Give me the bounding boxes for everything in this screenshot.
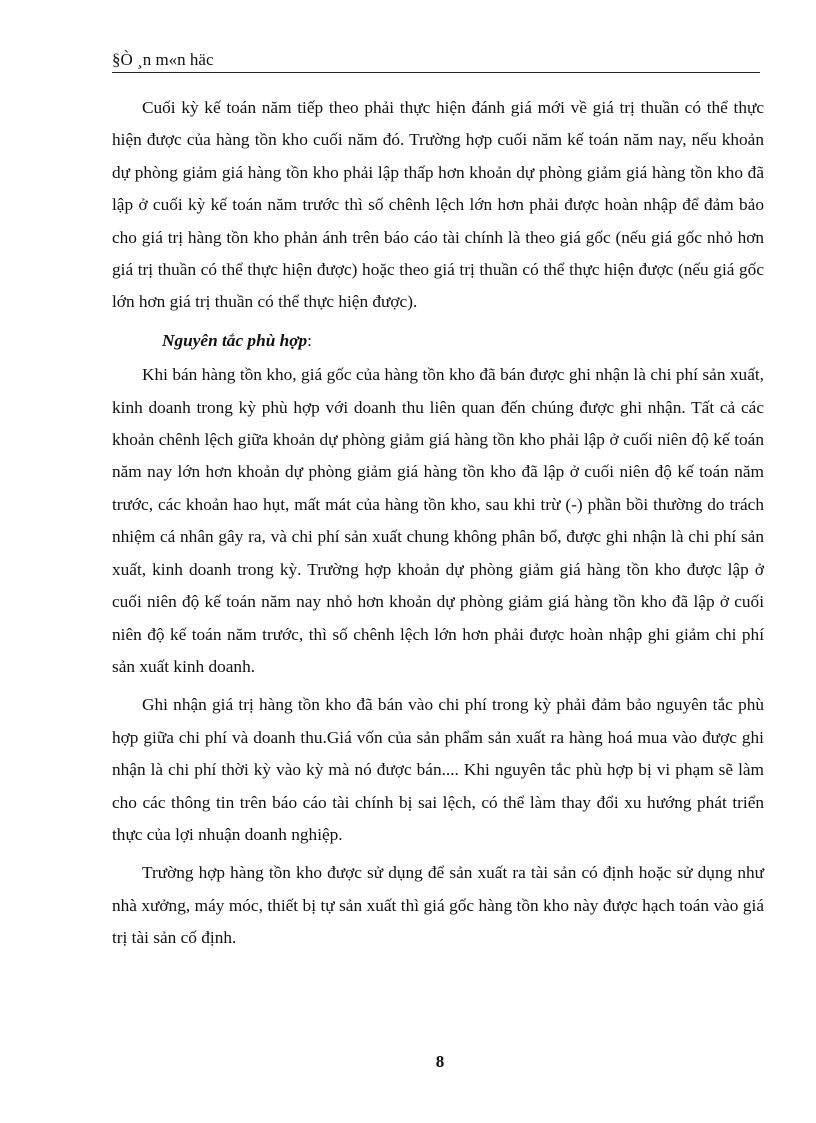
section-heading-colon: :: [307, 330, 312, 350]
page-header: [112, 50, 760, 73]
paragraph-fixed-assets: Trường hợp hàng tồn kho được sử dụng để sản xuất ra tài sản có định hoặc sử dụng như nhà xưởng, máy móc, thiết bị tự sản xuất thì giá gốc hàng tồn kho này được hạch toán vào giá trị tài sản cố định.: [112, 863, 764, 948]
header-title: §Ò ¸n m«n häc: [112, 50, 214, 69]
section-heading: [112, 325, 764, 357]
document-body: [112, 92, 764, 961]
paragraph-matching-principle: Khi bán hàng tồn kho, giá gốc của hàng tồn kho đã bán được ghi nhận là chi phí sản xuất, kinh doanh trong kỳ phù hợp với doanh thu liên quan đến chúng được ghi nhận. Tất cả các khoản chênh lệch giữa khoản dự phòng giảm giá hàng tồn kho phải lập ở cuối niên độ kế toán năm nay lớn hơn khoản dự phòng giảm giá hàng tồn kho đã lập ở cuối niên độ kế toán năm trước, các khoản hao hụt, mất mát của hàng tồn kho, sau khi trừ (-) phần bồi thường do trách nhiệm cá nhân gây ra, và chi phí sản xuất chung không phân bổ, được ghi nhận là chi phí sản xuất, kinh doanh trong kỳ. Trường hợp khoản dự phòng giảm giá hàng tồn kho được lập ở cuối niên độ kế toán năm nay nhỏ hơn khoản dự phòng giảm giá hàng tồn kho đã lập ở cuối niên độ kế toán năm trước, thì số chênh lệch lớn hơn phải được hoàn nhập ghi giảm chi phí sản xuất kinh doanh.: [112, 365, 764, 676]
section-heading-text: Nguyên tắc phù hợp: [162, 330, 308, 350]
page-number: 8: [435, 1052, 445, 1071]
paragraph-cost-recognition: Ghi nhận giá trị hàng tồn kho đã bán vào chi phí trong kỳ phải đảm bảo nguyên tắc phù hợp giữa chi phí và doanh thu.Giá vốn của sản phẩm sản xuất ra hàng hoá mua vào được ghi nhận là chi phí thời kỳ vào kỳ mà nó được bán.... Khi nguyên tắc phù hợp bị vi phạm sẽ làm cho các thông tin trên báo cáo tài chính bị sai lệch, có thể làm thay đổi xu hướng phát triển thực của lợi nhuận doanh nghiệp.: [112, 695, 764, 844]
paragraph-inventory-revaluation: Cuối kỳ kế toán năm tiếp theo phải thực hiện đánh giá mới về giá trị thuần có thể thực hiện được của hàng tồn kho cuối năm đó. Trường hợp cuối năm kế toán năm nay, nếu khoản dự phòng giảm giá hàng tồn kho phải lập thấp hơn khoản dự phòng giảm giá hàng tồn kho đã lập ở cuối kỳ kế toán năm trước thì số chênh lệch lớn hơn phải được hoàn nhập để đảm bảo cho giá trị hàng tồn kho phản ánh trên báo cáo tài chính là theo giá gốc (nếu giá gốc nhỏ hơn giá trị thuần có thể thực hiện được) hoặc theo giá trị thuần có thể thực hiện được (nếu giá gốc lớn hơn giá trị thuần có thể thực hiện được).: [112, 98, 764, 312]
